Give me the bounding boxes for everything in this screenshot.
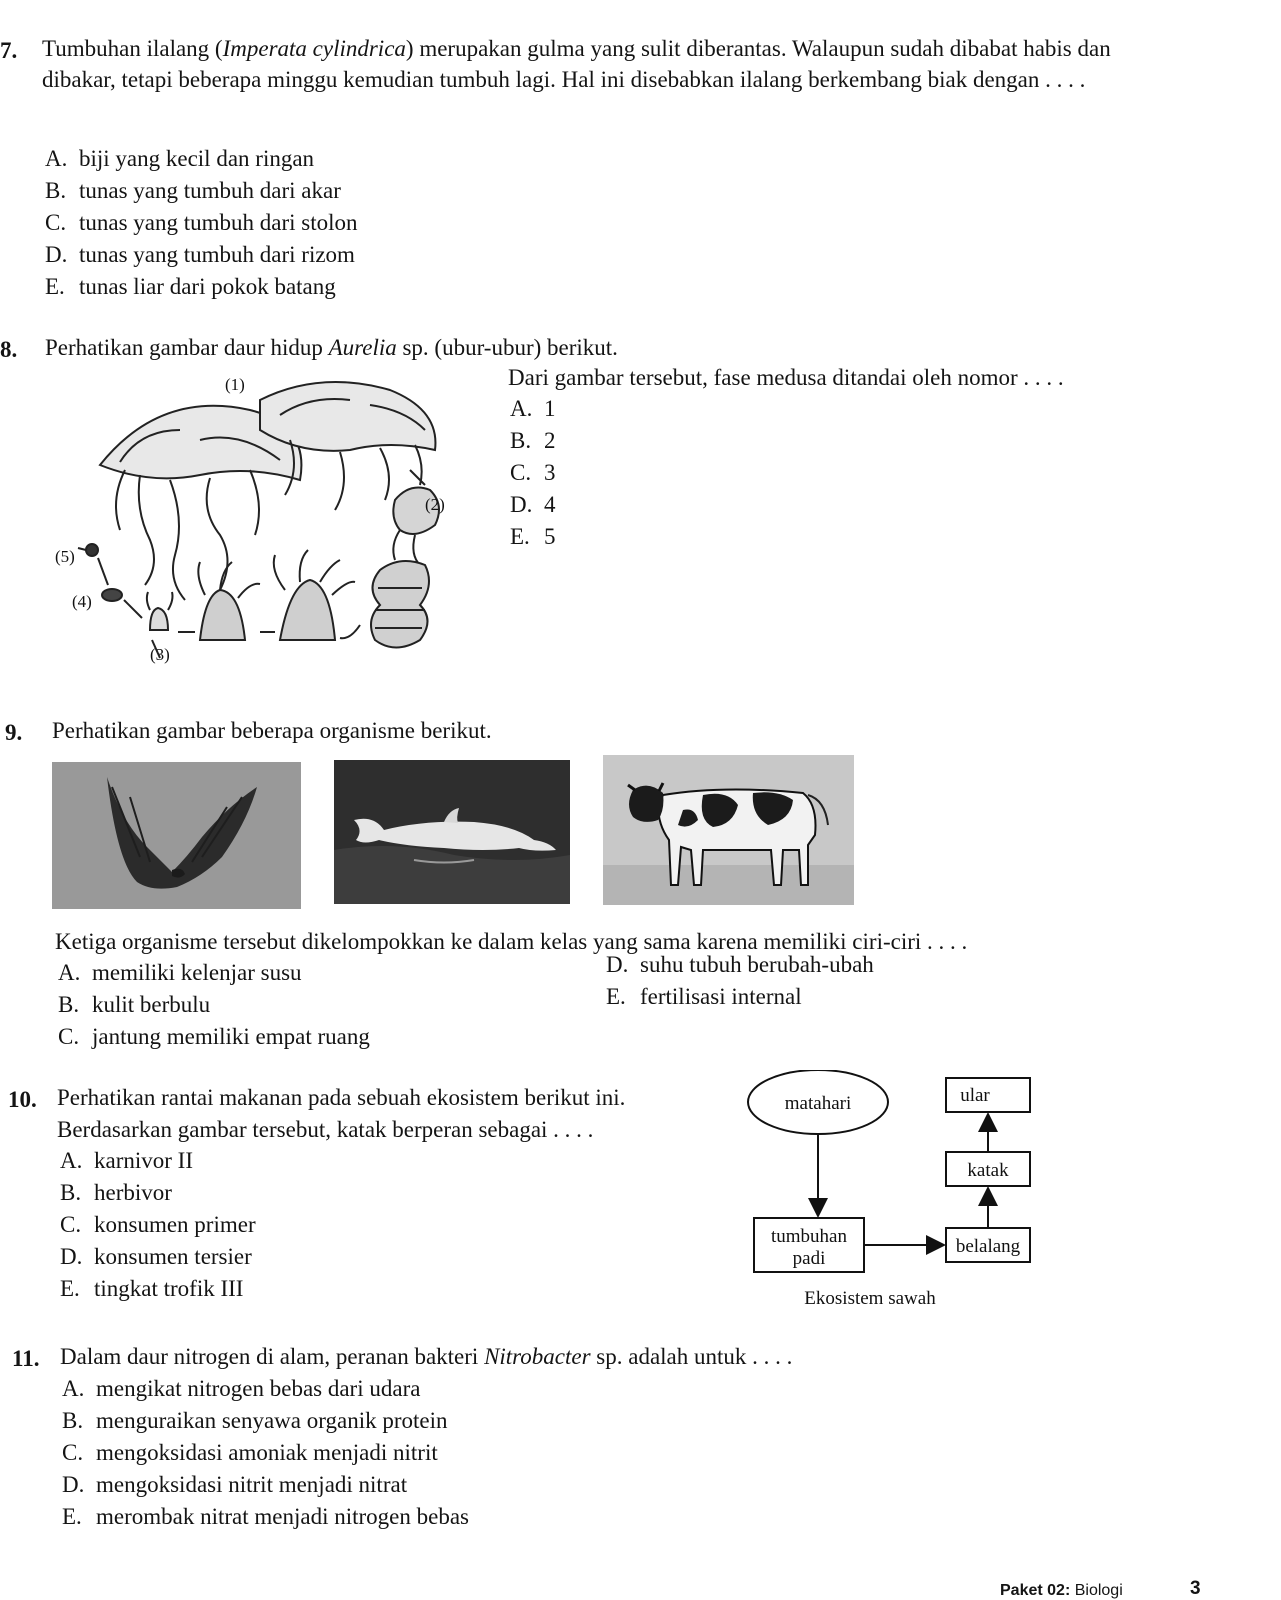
diagram-caption: Ekosistem sawah xyxy=(804,1288,936,1309)
q7-option-c[interactable]: C. tunas yang tumbuh dari stolon xyxy=(45,210,358,235)
q11-option-d[interactable]: D. mengoksidasi nitrit menjadi nitrat xyxy=(62,1472,408,1497)
label-5: (5) xyxy=(55,547,75,566)
question-10-prompt: Berdasarkan gambar tersebut, katak berperan sebagai . . . . xyxy=(57,1117,594,1142)
q8-option-a[interactable]: A. 1 xyxy=(510,396,556,421)
question-9-text: Perhatikan gambar beberapa organisme berikut. xyxy=(52,718,492,743)
q7-option-b[interactable]: B. tunas yang tumbuh dari akar xyxy=(45,178,341,203)
footer-label: Paket 02: Biologi xyxy=(1000,1582,1123,1599)
q10-option-a[interactable]: A. karnivor II xyxy=(60,1148,193,1173)
question-10-text: Perhatikan rantai makanan pada sebuah ekosistem berikut ini. xyxy=(57,1085,626,1110)
label-2: (2) xyxy=(425,495,445,514)
question-7-text: Tumbuhan ilalang (Imperata cylindrica) merupakan gulma yang sulit diberantas. Walaupun sudah dibabat habis dan dibakar, tetapi beberapa minggu kemudian tumbuh lagi. Hal ini disebabkan ilalang berkembang biak dengan . . . . xyxy=(42,36,1111,92)
snake-label: ular xyxy=(960,1085,990,1106)
frog-label: katak xyxy=(967,1160,1009,1181)
bat-photo xyxy=(52,762,301,909)
q8-option-e[interactable]: E. 5 xyxy=(510,524,556,549)
q11-option-e[interactable]: E. merombak nitrat menjadi nitrogen bebas xyxy=(62,1504,469,1529)
question-9-prompt: Ketiga organisme tersebut dikelompokkan ke dalam kelas yang sama karena memiliki ciri-ciri . . . . xyxy=(55,929,968,954)
plant-label-line2: padi xyxy=(792,1248,826,1269)
q9-option-d[interactable]: D. suhu tubuh berubah-ubah xyxy=(606,952,874,977)
question-11-number: 11. xyxy=(12,1346,40,1371)
aurelia-life-cycle-illustration xyxy=(50,370,500,690)
grasshopper-label: belalang xyxy=(955,1236,1021,1257)
species-name: Imperata cylindrica xyxy=(222,36,406,61)
q11-option-b[interactable]: B. menguraikan senyawa organik protein xyxy=(62,1408,448,1433)
food-chain-diagram xyxy=(740,1070,1070,1320)
question-8-text: Perhatikan gambar daur hidup Aurelia sp. (ubur-ubur) berikut. xyxy=(45,335,618,360)
q9-option-c[interactable]: C. jantung memiliki empat ruang xyxy=(58,1024,370,1049)
q9-option-a[interactable]: A. memiliki kelenjar susu xyxy=(58,960,302,985)
cow-photo xyxy=(603,755,854,905)
q9-option-b[interactable]: B. kulit berbulu xyxy=(58,992,211,1017)
dolphin-photo xyxy=(334,760,570,904)
label-4: (4) xyxy=(72,592,92,611)
sun-label: matahari xyxy=(784,1093,852,1114)
q10-option-d[interactable]: D. konsumen tersier xyxy=(60,1244,252,1269)
q8-option-b[interactable]: B. 2 xyxy=(510,428,556,453)
q7-option-a[interactable]: A. biji yang kecil dan ringan xyxy=(45,146,315,171)
question-10-number: 10. xyxy=(8,1087,37,1112)
q7-option-e[interactable]: E. tunas liar dari pokok batang xyxy=(45,274,336,299)
q11-option-a[interactable]: A. mengikat nitrogen bebas dari udara xyxy=(62,1376,421,1401)
q11-option-c[interactable]: C. mengoksidasi amoniak menjadi nitrit xyxy=(62,1440,438,1465)
species-name: Nitrobacter xyxy=(484,1344,591,1369)
q10-option-c[interactable]: C. konsumen primer xyxy=(60,1212,256,1237)
question-7-number: 7. xyxy=(0,38,18,63)
page-number: 3 xyxy=(1190,1578,1201,1599)
q7-option-d[interactable]: D. tunas yang tumbuh dari rizom xyxy=(45,242,355,267)
question-8-prompt: Dari gambar tersebut, fase medusa ditandai oleh nomor . . . . xyxy=(508,365,1064,390)
question-8-number: 8. xyxy=(0,337,18,362)
q9-option-e[interactable]: E. fertilisasi internal xyxy=(606,984,802,1009)
question-11-text: Dalam daur nitrogen di alam, peranan bakteri Nitrobacter sp. adalah untuk . . . . xyxy=(60,1344,793,1369)
plant-label-line1: tumbuhan xyxy=(771,1226,847,1247)
label-3: (3) xyxy=(150,645,170,664)
q10-option-e[interactable]: E. tingkat trofik III xyxy=(60,1276,244,1301)
q8-option-d[interactable]: D. 4 xyxy=(510,492,556,517)
label-1: (1) xyxy=(225,375,245,394)
question-9-number: 9. xyxy=(5,720,23,745)
q8-option-c[interactable]: C. 3 xyxy=(510,460,556,485)
species-name: Aurelia xyxy=(328,335,397,360)
q10-option-b[interactable]: B. herbivor xyxy=(60,1180,172,1205)
